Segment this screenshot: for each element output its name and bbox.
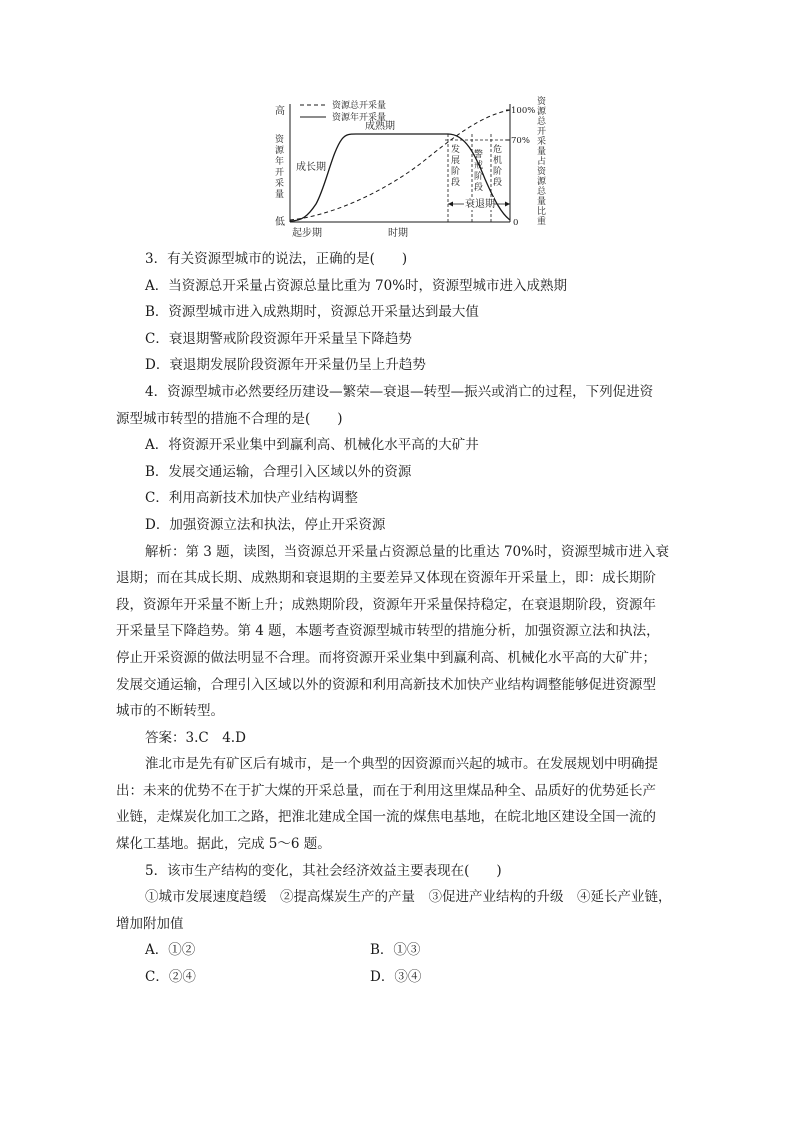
analysis-line-3: 段，资源年开采量不断上升；成熟期阶段，资源年开采量保持稳定，在衰退期阶段，资源年 — [116, 596, 656, 613]
q5-options-row-1 — [145, 937, 655, 964]
q3-option-a: A．当资源总开采量占资源总量比重为 70%时，资源型城市进入成熟期 — [145, 277, 568, 294]
resource-city-diagram — [270, 94, 560, 244]
svg-text:资: 资 — [537, 167, 547, 177]
q4-option-b: B．发展交通运输，合理引入区域以外的资源 — [145, 463, 412, 480]
svg-text:戒: 戒 — [474, 161, 484, 171]
analysis-line-1: 解析：第 3 题，读图，当资源总开采量占资源总量的比重达 70%时，资源型城市进入衰 — [145, 543, 669, 560]
svg-text:年: 年 — [275, 157, 285, 167]
analysis-line-4: 开采量呈下降趋势。第 4 题，本题考查资源型城市转型的措施分析，加强资源立法和执法， — [116, 623, 660, 640]
q3-stem: 3．有关资源型城市的说法，正确的是( ) — [145, 251, 408, 267]
svg-text:段: 段 — [474, 183, 484, 193]
q5-options-row-2 — [145, 964, 655, 991]
svg-text:警: 警 — [474, 150, 484, 160]
svg-text:机: 机 — [493, 156, 503, 166]
answer-line: 答案：3.C 4.D — [145, 729, 246, 746]
q4-option-d: D．加强资源立法和执法，停止开采资源 — [145, 516, 386, 533]
svg-text:总: 总 — [537, 187, 547, 197]
q4-stem-line2: 源型城市转型的措施不合理的是( ) — [116, 410, 343, 427]
q3-option-c: C．衰退期警戒阶段资源年开采量呈下降趋势 — [145, 330, 412, 347]
svg-text:采: 采 — [275, 179, 285, 189]
q4-option-a: A．将资源开采业集中到赢利高、机械化水平高的大矿井 — [145, 437, 479, 454]
legend-total-label: 资源总开采量 — [332, 101, 387, 111]
q4-option-c: C．利用高新技术加快产业结构调整 — [145, 490, 358, 507]
svg-text:展: 展 — [451, 156, 461, 166]
svg-text:源: 源 — [275, 146, 285, 156]
right-100-label: 100% — [511, 106, 536, 116]
q5-items-line1: ①城市发展速度趋缓 ②提高煤炭生产的产量 ③促进产业结构的升级 ④延长产业链， — [145, 889, 672, 906]
q5-option-d: D．③④ — [370, 969, 422, 986]
q4-stem-line1: 4．资源型城市必然要经历建设—繁荣—衰退—转型—振兴或消亡的过程，下列促进资 — [145, 383, 654, 400]
q5-option-b: B．①③ — [370, 942, 421, 959]
document-body — [116, 246, 672, 991]
legend-annual-label: 资源年开采量 — [332, 113, 387, 123]
right-axis-title — [537, 95, 547, 227]
svg-text:占: 占 — [537, 157, 547, 167]
svg-text:危: 危 — [493, 145, 503, 155]
q5-option-a: A．①② — [145, 942, 196, 959]
analysis-line-7: 城市的不断转型。 — [116, 703, 224, 720]
stage-decline-label: 衰退期 — [465, 199, 495, 210]
analysis-line-2: 退期；而在其成长期、成熟期和衰退期的主要差异又体现在资源年开采量上，即：成长期阶 — [116, 570, 656, 587]
svg-text:量: 量 — [537, 197, 547, 207]
passage-line-3: 业链，走煤炭化加工之路，把淮北建成全国一流的煤焦电基地，在皖北地区建设全国一流的 — [116, 809, 656, 826]
stage-mature-label: 成熟期 — [365, 121, 395, 132]
svg-text:重: 重 — [537, 217, 547, 227]
right-70-label: 70% — [511, 136, 530, 146]
left-axis-title — [275, 133, 285, 200]
passage-line-2: 出：未来的优势不在于扩大煤的开采总量，而在于利用这里煤品种全、品质好的优势延长产 — [116, 782, 656, 799]
q3-option-d: D．衰退期发展阶段资源年开采量仍呈上升趋势 — [145, 357, 426, 374]
sub-crisis-label — [493, 143, 502, 188]
svg-text:总: 总 — [537, 117, 547, 127]
analysis-line-6: 发展交通运输，合理引入区域以外的资源和利用高新技术加快产业结构调整能够促进资源型 — [116, 676, 656, 693]
passage-line-1: 淮北市是先有矿区后有城市，是一个典型的因资源而兴起的城市。在发展规划中明确提 — [145, 756, 658, 773]
svg-text:量: 量 — [537, 147, 547, 157]
svg-text:资: 资 — [537, 97, 547, 107]
svg-text:源: 源 — [537, 177, 547, 187]
stage-start-label: 起步期 — [292, 228, 322, 239]
y-high-label: 高 — [275, 106, 285, 117]
svg-text:发: 发 — [451, 145, 461, 155]
svg-text:阶: 阶 — [493, 167, 503, 177]
analysis-line-5: 停止开采资源的做法明显不合理。而将资源开采业集中到赢利高、机械化水平高的大矿井； — [116, 649, 656, 666]
svg-text:量: 量 — [275, 190, 285, 200]
svg-text:阶: 阶 — [451, 167, 461, 177]
sub-dev-label — [451, 143, 460, 188]
q5-option-c: C．②④ — [145, 969, 196, 986]
right-0-label: 0 — [513, 218, 519, 228]
svg-text:采: 采 — [537, 137, 547, 147]
sub-warn-label — [474, 148, 483, 193]
svg-text:阶: 阶 — [474, 172, 484, 182]
q3-option-b: B．资源型城市进入成熟期时，资源总开采量达到最大值 — [145, 304, 479, 321]
svg-text:源: 源 — [537, 107, 547, 117]
stage-growth-label: 成长期 — [296, 162, 326, 173]
svg-text:段: 段 — [493, 178, 503, 188]
x-axis-label: 时期 — [388, 228, 408, 239]
svg-text:资: 资 — [275, 135, 285, 145]
svg-text:段: 段 — [451, 178, 461, 188]
q5-stem: 5．该市生产结构的变化，其社会经济效益主要表现在( ) — [145, 862, 502, 879]
q5-items-line2: 增加附加值 — [116, 915, 184, 932]
svg-text:开: 开 — [275, 168, 285, 178]
passage-line-4: 煤化工基地。据此，完成 5～6 题。 — [116, 836, 331, 853]
y-low-label: 低 — [275, 217, 285, 228]
svg-text:比: 比 — [537, 207, 547, 217]
svg-text:开: 开 — [537, 127, 547, 137]
